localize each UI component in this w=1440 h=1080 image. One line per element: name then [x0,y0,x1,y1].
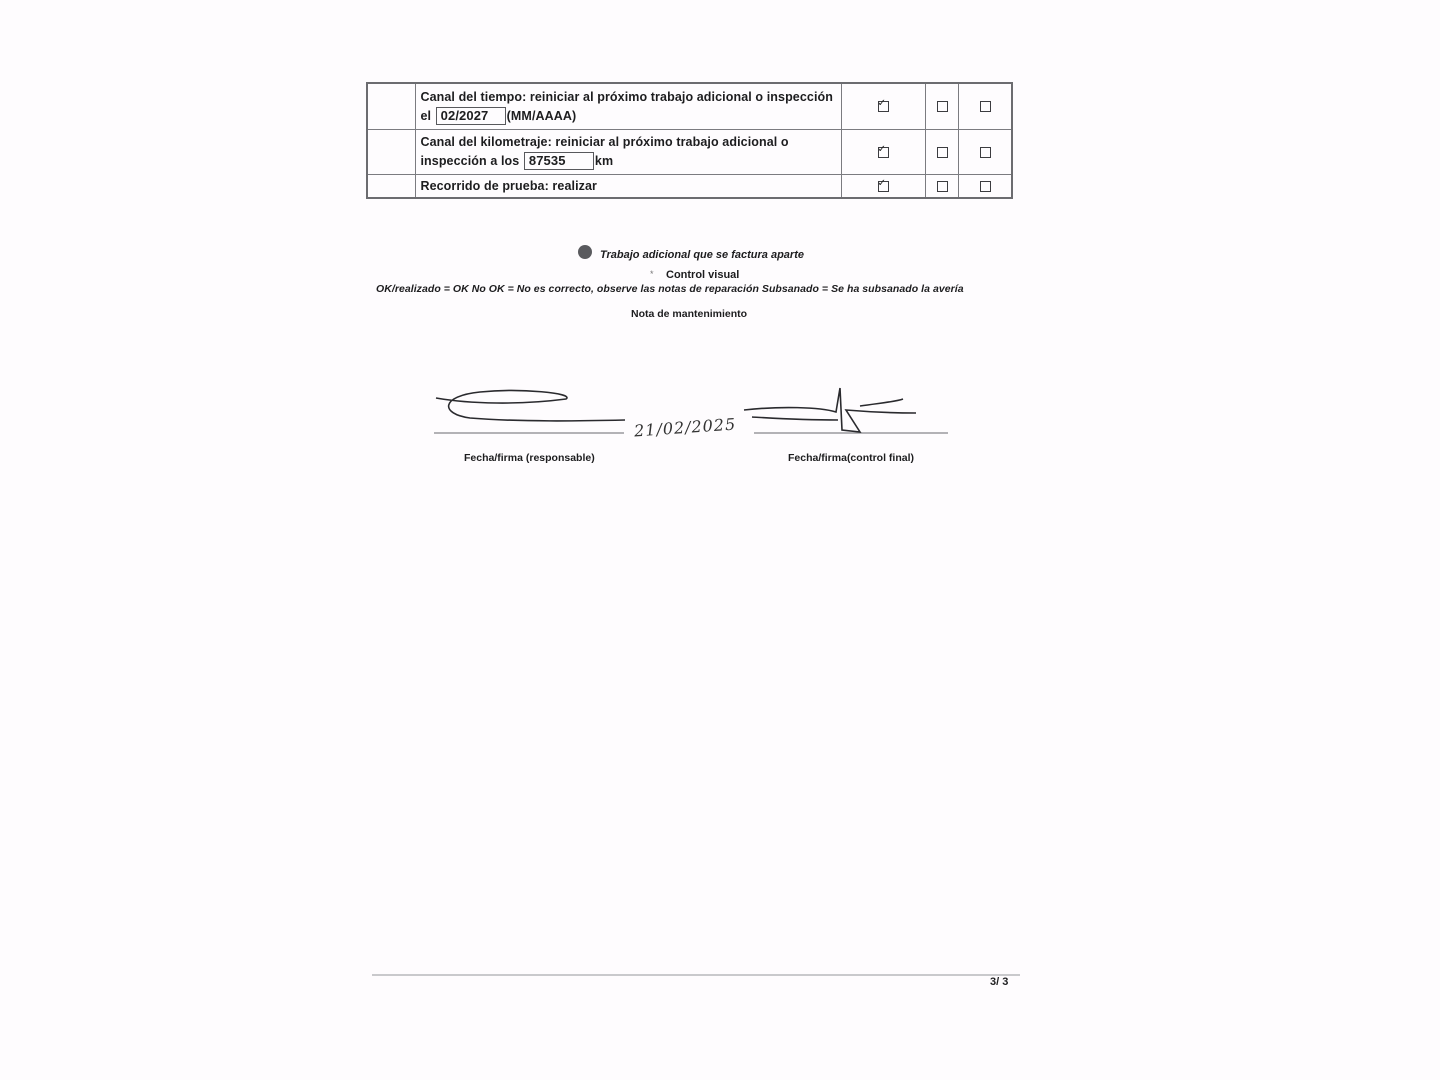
legend-billed-separately: Trabajo adicional que se factura aparte [600,249,804,261]
row-number-cell [367,83,416,130]
fixed-checkbox[interactable] [980,147,991,158]
visual-control-mark: * [650,269,654,279]
fixed-cell [959,175,1012,199]
row-number-cell [367,130,416,175]
final-control-signature-label: Fecha/firma(control final) [788,452,915,464]
ok-cell [841,175,925,199]
maintenance-note-heading: Nota de mantenimiento [631,308,748,320]
row-number-cell [367,175,416,199]
mileage-field[interactable]: 87535 [524,152,594,170]
task-description-cell [416,83,841,130]
task-unit: km [594,154,614,168]
fixed-cell [959,83,1012,130]
not-ok-cell [925,175,959,199]
responsible-signature-date: 21/02/2025 [633,414,737,441]
checklist-table [366,82,1013,199]
legend-status-key: OK/realizado = OK No OK = No es correcto, observe las notas de reparación Subsanado = Se ha subsanado la avería [376,283,964,295]
ok-cell [841,130,925,175]
task-description-cell [416,175,841,199]
checkmark-icon: ✓ [877,98,887,110]
not-ok-checkbox[interactable] [937,181,948,192]
task-unit: (MM/AAAA) [506,108,577,123]
fixed-checkbox[interactable] [980,101,991,112]
responsible-signature-label: Fecha/firma (responsable) [464,452,595,464]
ok-cell [841,83,925,130]
not-ok-cell [925,130,959,175]
table-row [367,130,1012,175]
checkmark-icon: ✓ [877,143,887,155]
footer-divider [372,974,1020,976]
ok-checkbox[interactable] [877,177,889,192]
not-ok-checkbox[interactable] [937,101,948,112]
task-description-cell [416,130,841,175]
fixed-cell [959,130,1012,175]
billed-separately-dot-icon [578,245,592,259]
page-number: 3/ 3 [990,976,1009,988]
task-text: Canal del kilometraje: reiniciar al próximo trabajo adicional o inspección a los [420,135,789,168]
not-ok-checkbox[interactable] [937,147,948,158]
date-field[interactable]: 02/2027 [436,107,506,125]
final-control-signature-icon [744,388,916,432]
fixed-checkbox[interactable] [980,181,991,192]
not-ok-cell [925,83,959,130]
task-text: Recorrido de prueba: realizar [420,178,598,193]
legend-visual-control: Control visual [666,269,740,281]
table-row [367,83,1012,130]
table-row [367,175,1012,199]
task-text: Canal del tiempo: reiniciar al próximo trabajo adicional o inspección el [420,89,834,123]
ok-checkbox[interactable] [877,143,889,158]
checkmark-icon: ✓ [877,177,887,189]
responsible-signature-icon [436,391,625,421]
ok-checkbox[interactable] [877,98,889,112]
